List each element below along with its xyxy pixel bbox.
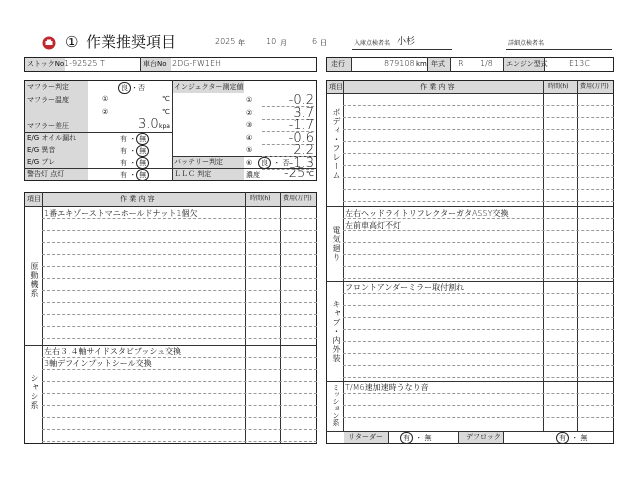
noise-options: 有 ・ 無 xyxy=(120,145,149,157)
vibration-label: E/G ブレ xyxy=(27,158,56,166)
mileage-unit: km xyxy=(416,60,427,68)
injector-value-1: -0.2 xyxy=(288,93,314,108)
inspector-name: 小杉 xyxy=(397,37,416,47)
year-era: R xyxy=(458,59,464,68)
engine-label: エンジン型式 xyxy=(506,60,548,68)
muffler-diff-unit: kpa xyxy=(159,123,170,130)
muffler-temp-label: マフラー温度 xyxy=(27,96,69,104)
oil-leak-options: 有 ・ 無 xyxy=(120,133,149,145)
injector-value-2: 3.7 xyxy=(293,105,314,121)
battery-label: バッテリー判定 xyxy=(174,158,223,166)
warning-options: 有 ・ 無 xyxy=(120,169,149,181)
injector-value-4: -0.6 xyxy=(288,130,314,146)
left-section-0-name: 原動機系 xyxy=(30,262,39,298)
date-year: 2025 xyxy=(215,37,236,46)
temp1-number: ① xyxy=(102,95,109,103)
diff-lock-options: 有 ・ 無 xyxy=(556,432,587,444)
left-section-1-entry-1: 3軸デフインプットシール交換 xyxy=(44,359,152,368)
injector-value-6: -1.3 xyxy=(288,155,314,171)
concentration-unit: ℃ xyxy=(306,170,314,178)
detail-inspector-label: 詳細点検者名 xyxy=(508,40,545,47)
stock-suffix: T xyxy=(100,59,105,68)
injector-value-3: -1.7 xyxy=(288,118,314,133)
left-section-0-entry-0: 1番エキゾーストマニホールドナット1個欠 xyxy=(44,209,198,218)
right-section-1-entry-0: 左右ヘッドライトリフレクターガタASSY交換 xyxy=(345,209,509,218)
injector-number-4: ④ xyxy=(246,133,253,142)
day-unit: 日 xyxy=(320,39,327,47)
injector-number-3: ③ xyxy=(246,121,253,129)
left-col-content: 作 業 内 容 xyxy=(120,195,155,203)
retarder-options: 有 ・ 無 xyxy=(400,432,431,444)
year-value: 1/8 xyxy=(480,59,493,68)
muffler-diff-value: 3.0 xyxy=(138,117,159,132)
llc-label: ＬＬＣ 判定 xyxy=(174,170,212,178)
left-section-1-entry-0: 左右３.４軸サイドスタビブッシュ交換 xyxy=(44,347,182,356)
warning-label: 警告灯 点灯 xyxy=(27,170,65,178)
right-section-2-entry-0: フロントアンダーミラー取付割れ xyxy=(345,283,465,292)
mileage-label: 走行 xyxy=(331,60,345,68)
concentration-value: -25 xyxy=(284,166,306,181)
left-col-item: 項目 xyxy=(27,195,41,203)
right-section-3-name: ミッション系 xyxy=(332,384,340,426)
mileage-value: 879108 xyxy=(384,59,415,68)
muffler-diff-label: マフラー差圧 xyxy=(27,122,69,130)
left-section-1-name: シャシ系 xyxy=(30,374,39,410)
retarder-label: リターダー xyxy=(348,433,383,441)
temp2-number: ② xyxy=(102,108,109,116)
right-section-1-entry-1: 左前車高灯不灯 xyxy=(345,221,401,230)
right-section-0-name: ボディ・フレーム xyxy=(332,108,341,180)
muffler-judge-label: マフラー判定 xyxy=(27,83,69,91)
injector-number-5: ⑤ xyxy=(246,146,253,154)
muffler-judge-options: 良 ・否 xyxy=(118,82,145,94)
year-label: 年式 xyxy=(431,60,445,68)
company-logo-icon xyxy=(42,36,56,50)
stock-label: ストックNo xyxy=(27,60,65,68)
model-label: 車台No xyxy=(143,60,167,68)
month-unit: 月 xyxy=(280,39,287,47)
circle-number: ① xyxy=(65,33,79,51)
inspector-label: 入庫点検者名 xyxy=(354,40,391,47)
model-value: 2DG-FW1EH xyxy=(172,59,222,68)
temp1-unit: ℃ xyxy=(162,95,170,103)
right-section-3-entry-0: T/M6速加速時うなり音 xyxy=(345,383,429,392)
noise-label: E/G 異音 xyxy=(27,146,56,154)
injector-number-2: ② xyxy=(246,108,253,117)
diff-lock-label: デフロック xyxy=(466,433,501,441)
injector-value-5: 2.2 xyxy=(293,143,314,158)
injector-label: インジェクター測定値 xyxy=(174,83,244,91)
temp2-unit: ℃ xyxy=(162,108,170,116)
left-col-cost: 費用(万円) xyxy=(283,195,312,202)
date-day: 6 xyxy=(312,37,318,46)
right-col-time: 時間(h) xyxy=(548,83,569,90)
battery-options: 良 ・ 否 xyxy=(258,157,289,169)
right-section-1-name: 電気廻り xyxy=(332,226,341,262)
engine-value: E13C xyxy=(569,59,590,68)
right-col-item: 項目 xyxy=(329,83,343,91)
date-month: 10 xyxy=(266,37,277,46)
stock-value: 1-92525 xyxy=(64,59,98,68)
oil-leak-label: E/G オイル漏れ xyxy=(27,134,77,142)
page-title: 作業推奨項目 xyxy=(86,33,177,51)
right-col-cost: 費用(万円) xyxy=(580,83,609,90)
right-section-2-name: キャブ・内外装 xyxy=(332,300,341,363)
year-unit: 年 xyxy=(238,39,245,47)
concentration-label: 濃度 xyxy=(246,171,260,179)
right-col-content: 作 業 内 容 xyxy=(420,83,455,91)
injector-number-6: ⑥ xyxy=(246,158,253,167)
vibration-options: 有 ・ 無 xyxy=(120,157,149,169)
injector-number-1: ① xyxy=(246,96,253,104)
left-col-time: 時間(h) xyxy=(250,195,271,202)
